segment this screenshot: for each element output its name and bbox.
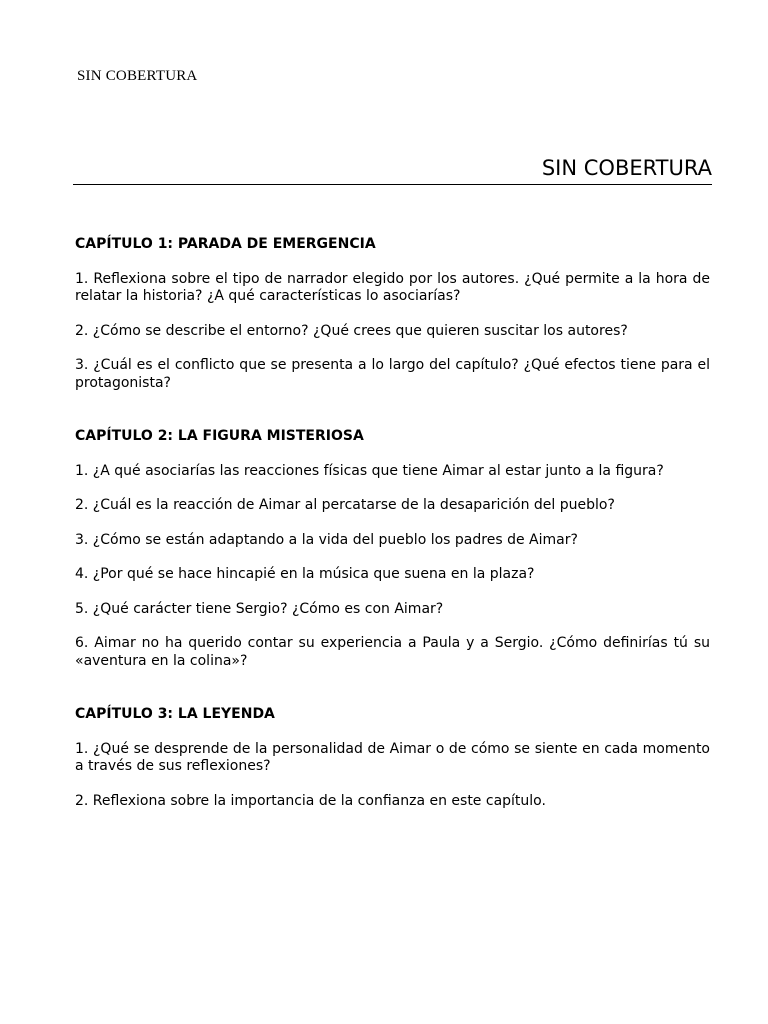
title-underline-rule [73,184,712,185]
chapter-2 [75,428,710,670]
running-header: SIN COBERTURA [77,68,198,84]
question-item: 3. ¿Cuál es el conflicto que se presenta a lo largo del capítulo? ¿Qué efectos tiene para el protagonista? [75,357,710,391]
question-item: 1. Reflexiona sobre el tipo de narrador elegido por los autores. ¿Qué permite a la hora de relatar la historia? ¿A qué características lo asociarías? [75,270,710,304]
question-item: 1. ¿A qué asociarías las reacciones físicas que tiene Aimar al estar junto a la figura? [75,462,664,479]
chapter-3 [75,706,710,810]
document-body [75,236,710,846]
question-item: 4. ¿Por qué se hace hincapié en la música que suena en la plaza? [75,566,535,582]
chapter-heading: CAPÍTULO 2: LA FIGURA MISTERIOSA [75,428,364,444]
chapter-1 [75,236,710,392]
question-item: 3. ¿Cómo se están adaptando a la vida del pueblo los padres de Aimar? [75,531,578,548]
question-item: 1. ¿Qué se desprende de la personalidad de Aimar o de cómo se siente en cada momento a través de sus reflexiones? [75,740,710,774]
question-item: 2. ¿Cómo se describe el entorno? ¿Qué crees que quieren suscitar los autores? [75,322,628,339]
question-item: 2. Reflexiona sobre la importancia de la confianza en este capítulo. [75,792,546,809]
question-item: 6. Aimar no ha querido contar su experiencia a Paula y a Sergio. ¿Cómo definirías tú su «aventura en la colina»? [75,635,710,669]
document-title: SIN COBERTURA [541,156,712,180]
chapter-heading: CAPÍTULO 3: LA LEYENDA [75,706,275,722]
question-item: 2. ¿Cuál es la reacción de Aimar al percatarse de la desaparición del pueblo? [75,497,615,513]
chapter-heading: CAPÍTULO 1: PARADA DE EMERGENCIA [75,236,376,252]
question-item: 5. ¿Qué carácter tiene Sergio? ¿Cómo es con Aimar? [75,600,444,617]
